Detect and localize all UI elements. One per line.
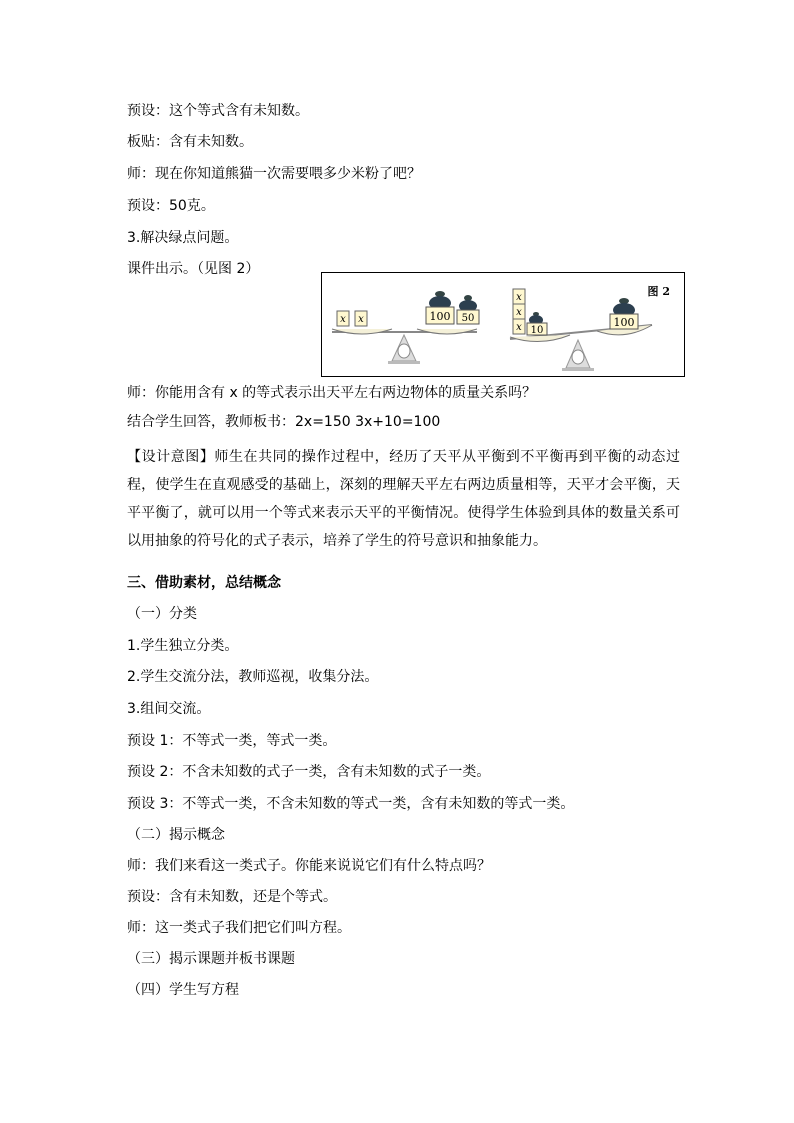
figure-label: 图 2: [647, 285, 670, 298]
balance-scale-figure: [321, 272, 685, 377]
design-intent-paragraph: 【设计意图】师生在共同的操作过程中，经历了天平从平衡到不平衡再到平衡的动态过程，使学生在直观感受的基础上，深刻的理解天平左右两边质量相等，天平才会平衡，天平平衡了，就可以用一个等式来表示天平的平衡情况。使得学生体验到具体的数量关系可以用抽象的符号化的式子表示，培养了学生的符号意识和抽象能力。: [127, 449, 680, 549]
section-line-2: 1.学生独立分类。: [127, 638, 239, 654]
right-weight-100: 100: [613, 316, 635, 329]
text-line-4: 预设：50克。: [127, 198, 215, 214]
right-x-box-3: x: [516, 322, 522, 333]
left-weight-100: 100: [429, 310, 451, 323]
section-line-6: 预设 2：不含未知数的式子一类，含有未知数的式子一类。: [127, 764, 491, 780]
section-line-7: 预设 3：不等式一类，不含未知数的等式一类，含有未知数的等式一类。: [127, 796, 575, 812]
section-line-11: 师：这一类式子我们把它们叫方程。: [127, 920, 351, 936]
text-line-6: 课件出示。（见图 2）: [127, 261, 260, 277]
right-balance-scale: [510, 289, 652, 371]
right-x-box-1: x: [516, 292, 522, 303]
text-line-8: 结合学生回答，教师板书：2x=150 3x+10=100: [127, 414, 441, 430]
section-line-13: （四）学生写方程: [127, 982, 239, 998]
left-weight-50: 50: [461, 313, 475, 324]
section-heading: 三、借助素材，总结概念: [127, 575, 281, 591]
section-line-9: 师：我们来看这一类式子。你能来说说它们有什么特点吗？: [127, 858, 491, 874]
text-line-5: 3.解决绿点问题。: [127, 230, 239, 246]
text-line-7: 师：你能用含有 x 的等式表示出天平左右两边物体的质量关系吗？: [127, 385, 537, 401]
section-line-1: （一）分类: [127, 606, 197, 622]
left-balance-scale: [332, 291, 479, 364]
text-line-2: 板贴：含有未知数。: [127, 134, 253, 150]
right-weight-10: 10: [530, 325, 544, 336]
text-line-1: 预设：这个等式含有未知数。: [127, 103, 309, 119]
balance-scale-illustration: [322, 273, 686, 378]
section-line-5: 预设 1：不等式一类，等式一类。: [127, 733, 337, 749]
section-line-8: （二）揭示概念: [127, 827, 225, 843]
left-x-box-1: x: [340, 314, 346, 325]
left-x-box-2: x: [358, 314, 364, 325]
section-line-4: 3.组间交流。: [127, 701, 211, 717]
right-x-box-2: x: [516, 307, 522, 318]
section-line-10: 预设：含有未知数，还是个等式。: [127, 889, 337, 905]
text-line-3: 师：现在你知道熊猫一次需要喂多少米粉了吧？: [127, 166, 421, 182]
section-line-12: （三）揭示课题并板书课题: [127, 951, 295, 967]
section-line-3: 2.学生交流分法，教师巡视，收集分法。: [127, 669, 379, 685]
